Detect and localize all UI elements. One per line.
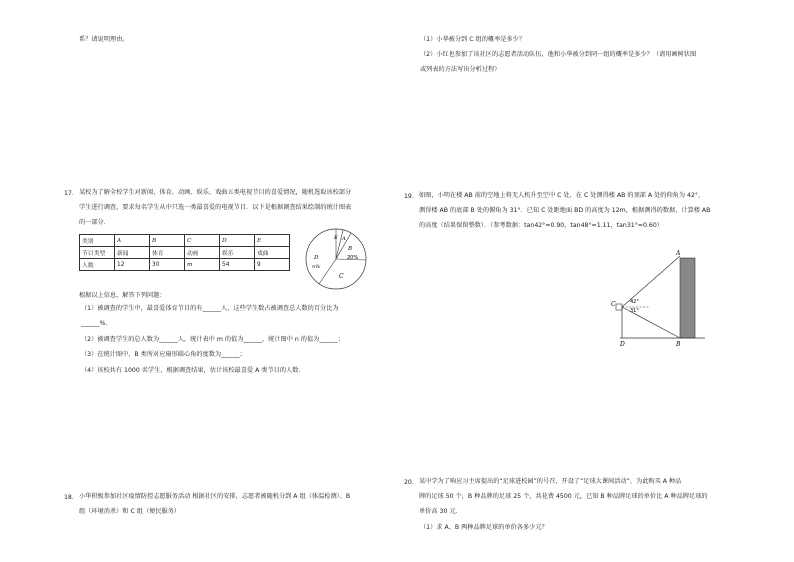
table-cell: A: [115, 235, 150, 247]
pie-chart: [305, 228, 367, 290]
table-row: [80, 247, 290, 259]
q20-line3: 单价高 30 元．: [419, 508, 462, 515]
q16-tail: 系？请说明理由。: [79, 36, 129, 43]
q17-line1: 某校为了解全校学生对新闻、体育、动画、娱乐、戏曲五类电视节目的喜爱情况，随机选取该校部分: [79, 189, 352, 196]
q20-number: 20.: [404, 479, 414, 486]
table-cell: E: [255, 235, 290, 247]
table-cell: 动画: [185, 247, 220, 259]
q19-line2: 测得楼 AB 的底部 B 处的俯角为 31°．已知 C 处距地面 BD 的高度为 12m，根据测得的数据，计算楼 AB: [419, 207, 711, 214]
pie-label-e: E: [334, 235, 338, 241]
pie-label-a: A: [342, 236, 346, 242]
pie-label-c: C: [339, 273, 344, 280]
table-cell: 娱乐: [220, 247, 255, 259]
table-cell: 54: [220, 259, 255, 271]
q18-sub2a: （2）小红也参加了该社区的志愿者活动队伍，他和小华被分到同一组的概率是多少？（请用画树状图: [420, 51, 697, 58]
pie-label-b-pct: 20%: [347, 255, 359, 261]
pie-label-b: B: [348, 246, 353, 252]
fig-angle-31: 31°: [630, 308, 639, 314]
q17-sub1a: （1）被调查的学生中，最喜爱体育节目的有______人，这些学生数占被调查总人数的百分比为: [81, 305, 339, 312]
q20-sub1: （1）求 A、B 两种品牌足球的单价各多少元？: [420, 524, 548, 531]
q19-line3: 的高度（结果保留整数）．（参考数据：tan42°≈0.90，tan48°≈1.11，tan31°≈0.60）: [419, 222, 663, 229]
table-cell: m: [185, 259, 220, 271]
q18-sub2b: 或列表的方法写出分析过程）: [420, 66, 501, 73]
q17-sub4: （4）该校共有 1000 名学生，根据调查结果，估计该校最喜爱 A 类节目的人数．: [81, 367, 305, 374]
q18-sub1: （1）小华被分到 C 组的概率是多少？: [420, 36, 526, 43]
table-cell: 9: [255, 259, 290, 271]
drone-marker: [616, 304, 622, 310]
building: [680, 258, 695, 338]
q17-intro: 根据以上信息，解答下列问题：: [79, 292, 166, 299]
table-cell: 类别: [80, 235, 115, 247]
table-cell: 戏曲: [255, 247, 290, 259]
pie-divider: [319, 259, 336, 284]
q17-sub3: （3）在统计图中，B 类所对应扇形圆心角的度数为______；: [81, 351, 246, 358]
table-row: [80, 259, 290, 271]
table-cell: 30: [150, 259, 185, 271]
pie-label-d-pct: n%: [312, 264, 320, 270]
q18-line1: 小华积极参加社区疫情防控志愿服务活动 根据社区的安排，志愿者被随机分到 A 组（体温检测）、B: [79, 493, 351, 500]
q17-line2: 学生进行调查，要求每名学生从中只选一类最喜爱的电视节目．以下是根据调查结果绘制的统计图表: [79, 204, 352, 211]
q19-number: 19.: [404, 193, 414, 200]
table-cell: 人数: [80, 259, 115, 271]
table-cell: 新闻: [115, 247, 150, 259]
fig-angle-42: 42°: [630, 299, 639, 305]
q18-number: 18.: [64, 494, 74, 501]
q20-line1: 某中学为了响应习主席提出的“足球进校园”的号召，开设了“足球大课间活动”，为此购买 A 种品: [419, 478, 682, 485]
table-cell: C: [185, 235, 220, 247]
q20-line2: 牌的足球 50 个，B 种品牌的足球 25 个，共花费 4500 元，已知 B 种品牌足球的单价比 A 种品牌足球的: [419, 493, 708, 500]
q17-sub2: （2）被调查学生的总人数为______人，统计表中 m 的值为______，统计图中 n 的值为______；: [81, 336, 345, 343]
survey-table: [79, 234, 290, 271]
fig-label-a: A: [676, 250, 681, 257]
table-cell: D: [220, 235, 255, 247]
pie-label-d: D: [314, 255, 319, 261]
q17-line3: 的一部分．: [79, 219, 110, 226]
q17-number: 17.: [64, 190, 74, 197]
fig-label-c: C: [611, 301, 616, 308]
q17-sub1b: ______%．: [81, 320, 112, 327]
fig-label-b: B: [676, 341, 681, 348]
building-figure: [610, 248, 715, 348]
fig-label-d: D: [620, 341, 625, 348]
table-cell: 体育: [150, 247, 185, 259]
q19-line1: 如图，小明在楼 AB 前的空地上将无人机升至空中 C 处，在 C 处测得楼 AB 的顶部 A 处的仰角为 42°，: [419, 192, 705, 199]
table-cell: 节目类型: [80, 247, 115, 259]
table-cell: B: [150, 235, 185, 247]
q18-line2: 组（环境消杀）和 C 组（便民服务）: [79, 508, 181, 515]
table-row: [80, 235, 290, 247]
table-cell: 12: [115, 259, 150, 271]
